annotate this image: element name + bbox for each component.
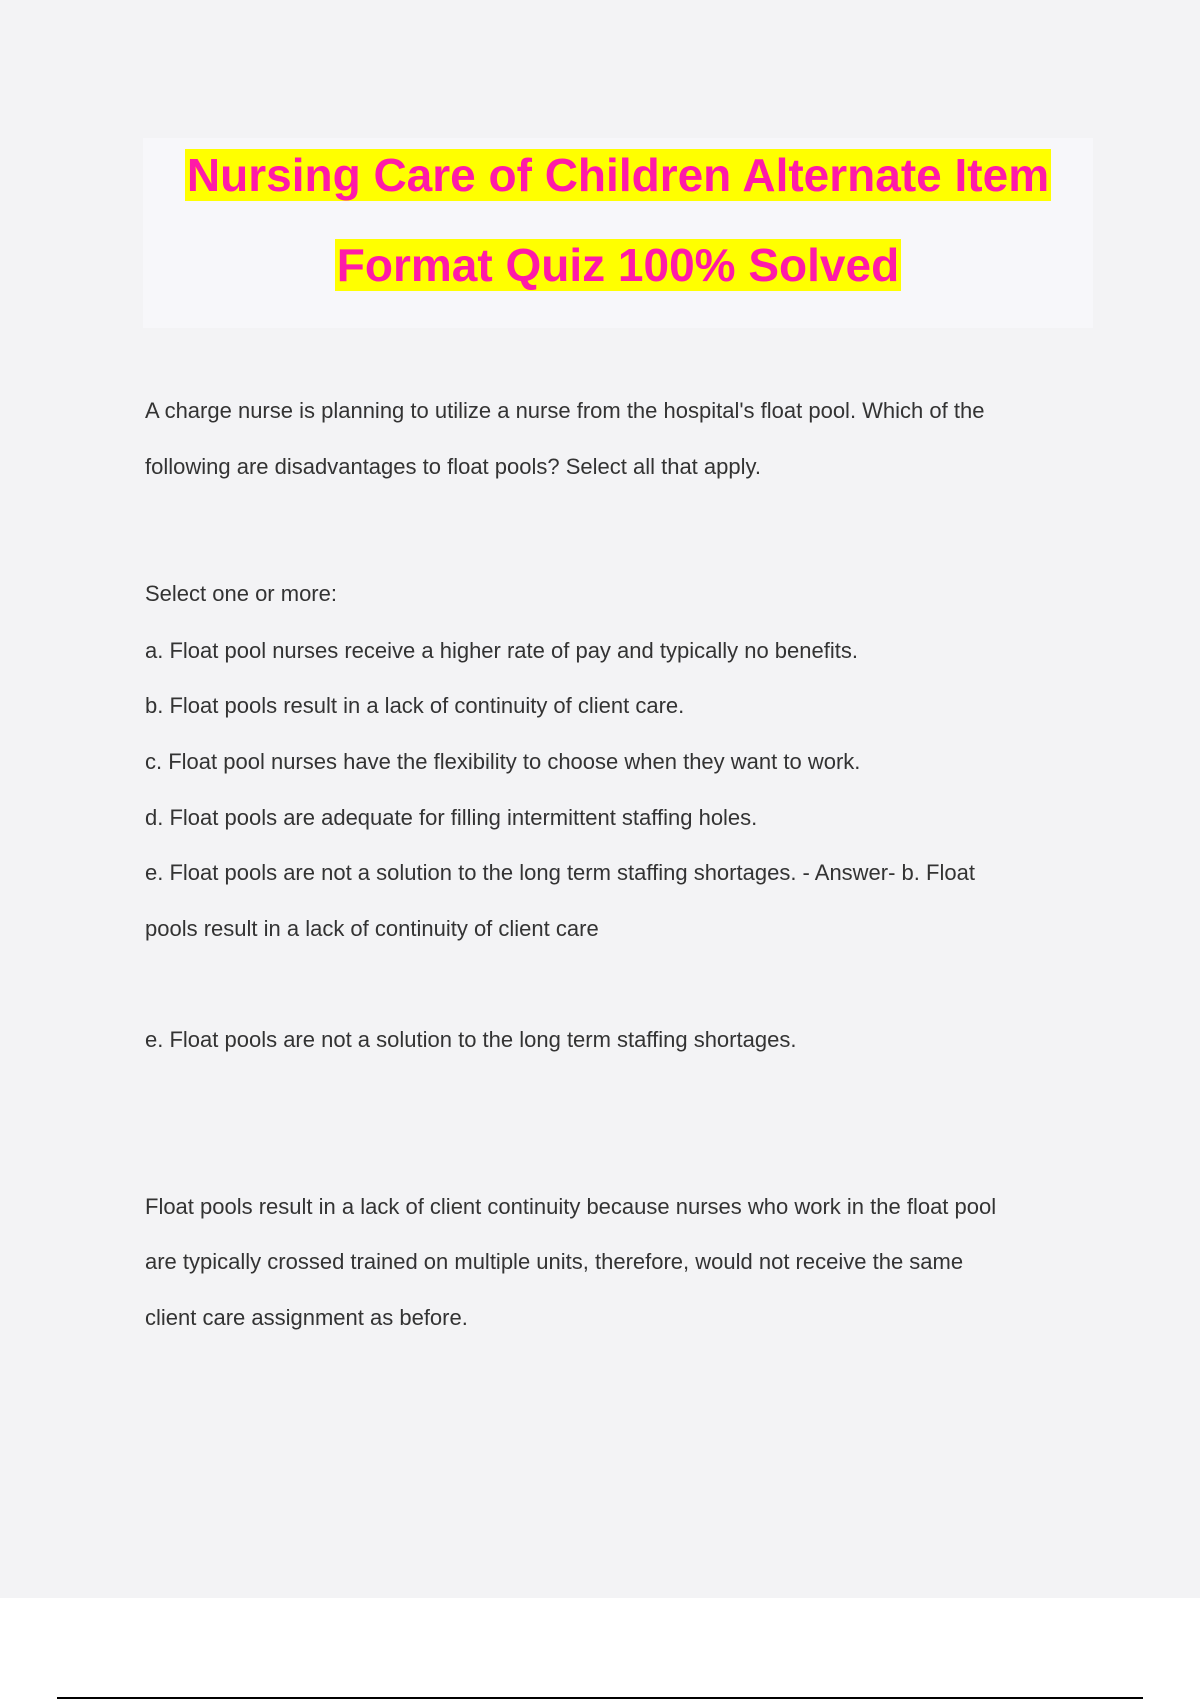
footer-divider bbox=[57, 1697, 1143, 1699]
question-line-1: A charge nurse is planning to utilize a nurse from the hospital's float pool. Which of the bbox=[145, 398, 985, 423]
option-d: d. Float pools are adequate for filling intermittent staffing holes. bbox=[145, 805, 758, 830]
answer-continuation: pools result in a lack of continuity of client care bbox=[145, 916, 599, 941]
rationale-line-3: client care assignment as before. bbox=[145, 1305, 468, 1330]
option-e-with-answer: e. Float pools are not a solution to the long term staffing shortages. - Answer- b. Float bbox=[145, 860, 975, 885]
rationale-line-1: Float pools result in a lack of client continuity because nurses who work in the float pool bbox=[145, 1194, 997, 1219]
title-row-2 bbox=[143, 236, 1093, 294]
rationale-line-2: are typically crossed trained on multiple units, therefore, would not receive the same bbox=[145, 1249, 964, 1274]
select-prompt: Select one or more: bbox=[145, 581, 337, 606]
title-row-1 bbox=[143, 146, 1093, 204]
question-line-2: following are disadvantages to float pools? Select all that apply. bbox=[145, 454, 761, 479]
option-a: a. Float pool nurses receive a higher rate of pay and typically no benefits. bbox=[145, 638, 858, 663]
option-c: c. Float pool nurses have the flexibility to choose when they want to work. bbox=[145, 749, 861, 774]
option-b: b. Float pools result in a lack of continuity of client care. bbox=[145, 693, 685, 718]
title-block bbox=[143, 138, 1093, 328]
page-title-line-2: Format Quiz 100% Solved bbox=[336, 239, 900, 291]
answer-option-e: e. Float pools are not a solution to the long term staffing shortages. bbox=[145, 1027, 797, 1052]
page-title-line-1: Nursing Care of Children Alternate Item bbox=[186, 149, 1050, 201]
